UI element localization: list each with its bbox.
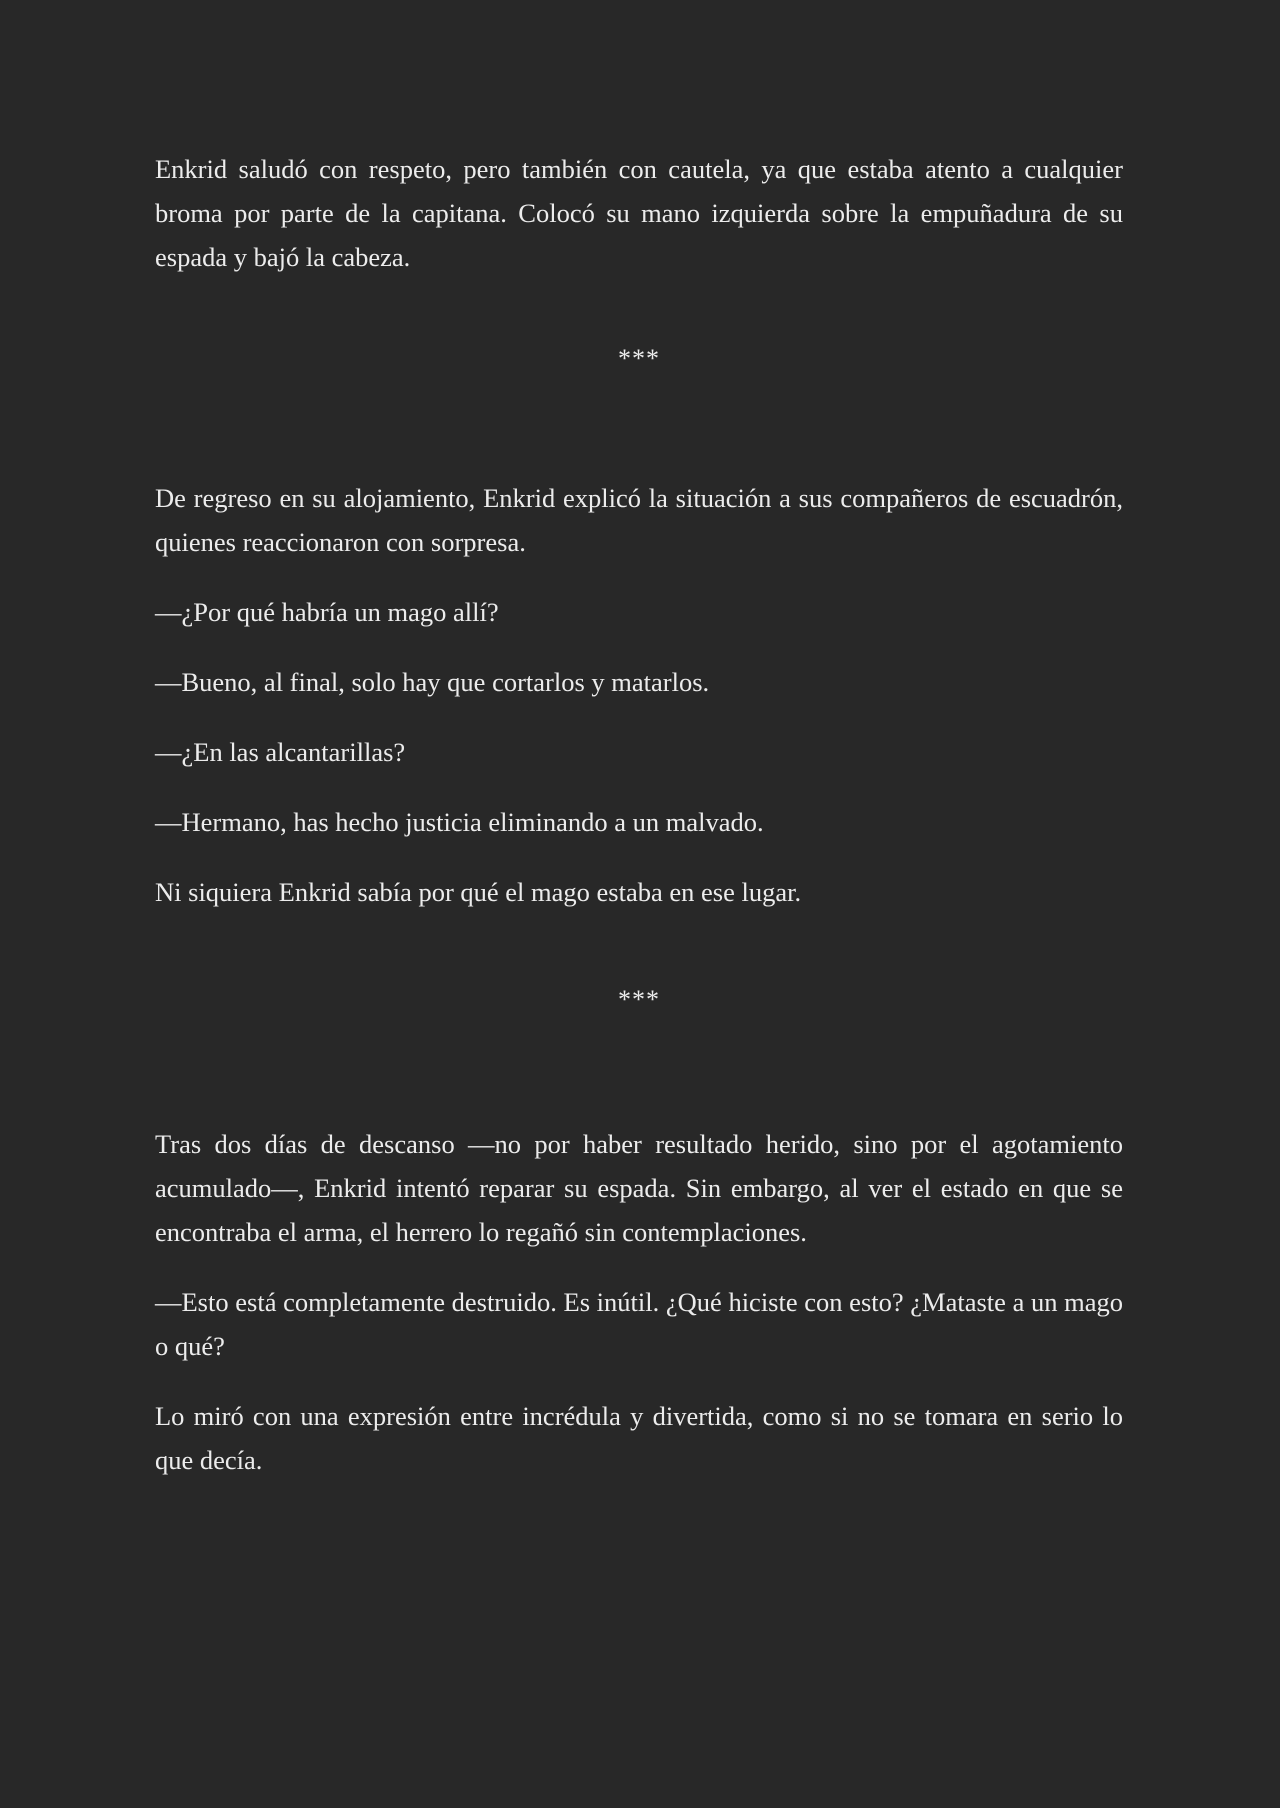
scene-break: *** (618, 985, 660, 1014)
dialogue-line: —Esto está completamente destruido. Es inútil. ¿Qué hiciste con esto? ¿Mataste a un mago o qué? (155, 1287, 1123, 1361)
dialogue-line: —¿Por qué habría un mago allí? (155, 597, 499, 627)
paragraph: Tras dos días de descanso —no por haber resultado herido, sino por el agotamiento acumulado—, Enkrid intentó reparar su espada. Sin embargo, al ver el estado en que se encontraba el arma, el herrero lo regañó sin contemplaciones. (155, 1129, 1123, 1247)
dialogue-line: —Hermano, has hecho justicia eliminando a un malvado. (155, 807, 764, 837)
dialogue-line: —¿En las alcantarillas? (155, 737, 406, 767)
paragraph: Lo miró con una expresión entre incrédula y divertida, como si no se tomara en serio lo que decía. (155, 1401, 1123, 1475)
scene-break: *** (618, 344, 660, 373)
paragraph: De regreso en su alojamiento, Enkrid explicó la situación a sus compañeros de escuadrón, quienes reaccionaron con sorpresa. (155, 483, 1123, 557)
paragraph: Ni siquiera Enkrid sabía por qué el mago estaba en ese lugar. (155, 877, 802, 907)
paragraph: Enkrid saludó con respeto, pero también con cautela, ya que estaba atento a cualquier broma por parte de la capitana. Colocó su mano izquierda sobre la empuñadura de su espada y bajó la cabeza. (155, 154, 1123, 272)
dialogue-line: —Bueno, al final, solo hay que cortarlos y matarlos. (155, 667, 710, 697)
